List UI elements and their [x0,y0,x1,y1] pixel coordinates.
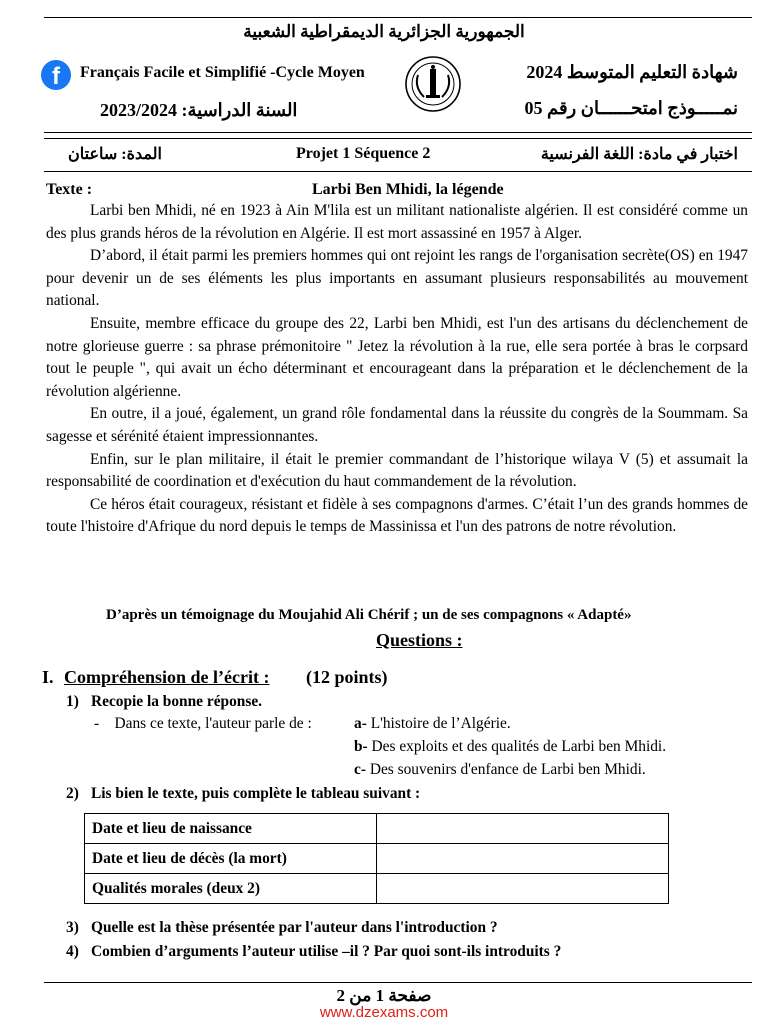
q3-text: Quelle est la thèse présentée par l'auteur dans l'introduction ? [91,919,498,936]
q1-text: Recopie la bonne réponse. [91,693,263,710]
school-year: السنة الدراسية: 2023/2024 [100,100,298,120]
questions-title: Questions : [376,630,463,650]
q1-stem: - Dans ce texte, l'auteur parle de : [94,715,312,732]
q2-number: 2) [66,785,79,802]
q1-option-a [354,715,511,733]
table-row [85,844,669,874]
section-1-number: I. [42,667,54,687]
section-1-points: (12 points) [306,667,388,687]
q3-number: 3) [66,919,79,936]
footer-rule [44,982,752,983]
text-body [46,200,748,539]
q1-option-a-text: L'histoire de l’Algérie. [370,715,511,732]
facebook-page-name[interactable]: Français Facile et Simplifié -Cycle Moyen [80,64,365,81]
table-row [85,814,669,844]
q1-option-a-letter: a- [354,715,367,732]
q4-number: 4) [66,943,79,960]
project-label: Projet 1 Séquence 2 [296,145,431,162]
q1-number: 1) [66,693,79,710]
paragraph-4: En outre, il a joué, également, un grand rôle fondamental dans la réussite du congrès de la Soummam. Sa sagesse et sérénité étaient impressionnantes. [46,405,748,445]
exam-name: شهادة التعليم المتوسط 2024 [526,62,738,82]
header-rule-2 [44,138,752,139]
q1-option-b-letter: b- [354,738,368,755]
table-row-answer-cell[interactable] [377,874,669,904]
table-row-label: Qualités morales (deux 2) [85,874,377,904]
website-link[interactable]: www.dzexams.com [319,1004,449,1021]
model-number: نمـــــوذج امتحــــــان رقم 05 [524,98,738,118]
table-row-label: Date et lieu de décès (la mort) [85,844,377,874]
q1-option-c-text: Des souvenirs d'enfance de Larbi ben Mhidi. [369,761,646,778]
top-rule [44,17,752,18]
q1-option-b [354,738,666,756]
table-row [85,874,669,904]
text-title: Larbi Ben Mhidi, la légende [312,181,504,198]
q4-text: Combien d’arguments l’auteur utilise –il ? Par quoi sont-ils introduits ? [91,943,562,960]
q1-option-b-text: Des exploits et des qualités de Larbi ben Mhidi. [371,738,667,755]
republic-title: الجمهورية الجزائرية الديمقراطية الشعبية [243,22,525,41]
q1-option-c-letter: c- [354,761,366,778]
q1-option-c [354,761,646,779]
paragraph-2: D’abord, il était parmi les premiers hommes qui ont rejoint les rangs de l'organisation secrète(OS) en 1947 pour devenir un de ses éléments les plus importants en assumant plusieurs responsabilités au mouvement national. [46,247,748,310]
table-row-answer-cell[interactable] [377,844,669,874]
ministry-seal-logo [404,55,462,113]
section-1-title: Compréhension de l’écrit : [64,667,270,687]
table-row-label: Date et lieu de naissance [85,814,377,844]
answer-table [84,813,669,904]
table-row-answer-cell[interactable] [377,814,669,844]
paragraph-6: Ce héros était courageux, résistant et fidèle à ses compagnons d'armes. C’était l’un des grands hommes de toute l'histoire d'Afrique du nord depuis le temps de Massinissa et l'un des patrons de notre révolution. [46,495,748,536]
header-rule-1 [44,132,752,133]
text-source: D’après un témoignage du Moujahid Ali Chérif ; un de ses compagnons « Adapté» [106,607,632,623]
header-rule-3 [44,171,752,172]
text-label: Texte : [46,181,93,198]
q2-text: Lis bien le texte, puis complète le tableau suivant : [91,785,421,802]
exam-subject: اختبار في مادة: اللغة الفرنسية [540,146,738,163]
page-number: صفحة 1 من 2 [336,986,432,1005]
facebook-icon[interactable]: f [41,60,71,90]
paragraph-1: Larbi ben Mhidi, né en 1923 à Ain M'lila est un militant nationaliste algérien. Il est considéré comme un des plus grands héros de la révolution en Algérie. Il est mort assassiné en 1957 à Alger. [46,202,748,242]
paragraph-3: Ensuite, membre efficace du groupe des 22, Larbi ben Mhidi, est l'un des artisans du déclenchement de notre glorieuse guerre : sa phrase prémonitoire " Jetez la révolution à la rue, elle sera portée à bras le corpsard tout le peuple ", qui avait un écho déterminant et encourageant dans la préparation et le déclenchement de la révolution algérienne. [46,314,748,400]
paragraph-5: Enfin, sur le plan militaire, il était le premier commandant de l’historique wilaya V (5) et assumait la responsabilité de coordination et d'exécution du haut commandement de la révolution. [46,450,748,491]
exam-duration: المدة: ساعتان [68,146,162,163]
